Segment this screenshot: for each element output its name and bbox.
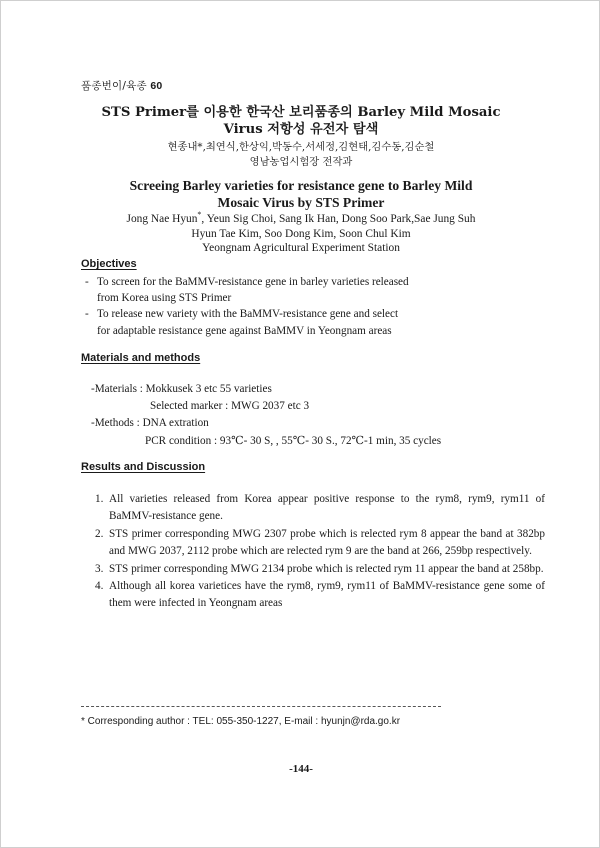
item-number: 4. — [95, 580, 104, 593]
result-text: Although all korea varietices have the rym8, rym9, rym11 of BaMMV-resistance gene some of them were infected in Yeongnam areas — [109, 580, 545, 610]
korean-author-names: 현종내*,최연식,한상익,박동수,서세정,김현태,김수동,김순철 — [167, 141, 435, 153]
result-text: STS primer corresponding MWG 2134 probe which is relected rym 11 appear the band at 258bp. — [109, 562, 544, 575]
result-item — [95, 526, 545, 561]
result-item — [95, 491, 545, 526]
section-header-text: 품종번이/육종 — [81, 80, 147, 92]
section-header-label — [81, 78, 162, 93]
methods-line: -Methods : DNA extration — [91, 417, 209, 430]
korean-affiliation: 영남농업시험장 전작과 — [249, 156, 353, 168]
footnote-divider — [81, 706, 441, 707]
objectives-list — [85, 274, 409, 339]
objective-item — [85, 274, 409, 306]
first-author: Jong Nae Hyun — [126, 212, 198, 225]
objective-text: To release new variety with the BaMMV-resistance gene and select — [97, 308, 399, 321]
results-heading: Results and Discussion — [81, 461, 206, 473]
objectives-heading: Objectives — [81, 258, 137, 270]
korean-title-line1: STS Primer를 이용한 한국산 보리품종의 Barley Mild Mosaic — [101, 105, 501, 120]
korean-authors — [71, 140, 531, 170]
item-number: 1. — [95, 493, 104, 505]
co-authors: , Yeun Sig Choi, Sang Ik Han, Dong Soo Park,Sae Jung Suh — [201, 212, 476, 225]
objective-text-cont: for adaptable resistance gene against BaMMV in Yeongnam areas — [97, 324, 392, 337]
objective-item — [85, 306, 409, 338]
item-number: 2. — [95, 527, 104, 540]
objective-text: To screen for the BaMMV-resistance gene in barley varieties released — [97, 276, 409, 288]
result-text: All varieties released from Korea appear positive response to the rym8, rym9, rym11 of BaMMV-resistance gene. — [109, 493, 545, 523]
english-author-names-line2: Hyun Tae Kim, Soo Dong Kim, Soon Chul Kim — [191, 227, 411, 240]
result-item — [95, 561, 545, 578]
result-text: STS primer corresponding MWG 2307 probe which is relected rym 8 appear the band at 382bp and MWG 2037, 2112 probe which are relected rym 9 are the band at 266, 259bp respectively. — [109, 527, 545, 558]
english-title — [71, 177, 531, 211]
korean-title-line2: Virus 저항성 유전자 탐색 — [223, 122, 379, 137]
page-number: -144- — [289, 763, 313, 775]
english-author-names-line1 — [71, 208, 531, 227]
marker-line: Selected marker : MWG 2037 etc 3 — [150, 400, 310, 413]
materials-line: -Materials : Mokkusek 3 etc 55 varieties — [91, 383, 272, 395]
english-title-line1: Screeing Barley varieties for resistance gene to Barley Mild — [129, 178, 473, 193]
results-list — [95, 491, 545, 613]
korean-title — [71, 104, 531, 138]
corresponding-mark: * — [197, 210, 202, 219]
result-item — [95, 578, 545, 613]
materials-heading: Materials and methods — [81, 352, 201, 364]
section-header-number: 60 — [150, 80, 163, 92]
item-number: 3. — [95, 562, 104, 575]
objective-text-cont: from Korea using STS Primer — [97, 292, 232, 305]
pcr-condition-line: PCR condition : 93℃- 30 S, , 55℃- 30 S., 72℃-1 min, 35 cycles — [145, 434, 442, 447]
list-dash: - — [85, 276, 89, 288]
english-affiliation: Yeongnam Agricultural Experiment Station — [202, 242, 400, 255]
list-dash: - — [85, 308, 89, 321]
corresponding-author-footnote: * Corresponding author : TEL: 055-350-1227, E-mail : hyunjn@rda.go.kr — [81, 716, 401, 727]
english-authors — [71, 208, 531, 256]
english-title-line2: Mosaic Virus by STS Primer — [217, 195, 385, 210]
materials-block — [91, 381, 441, 450]
